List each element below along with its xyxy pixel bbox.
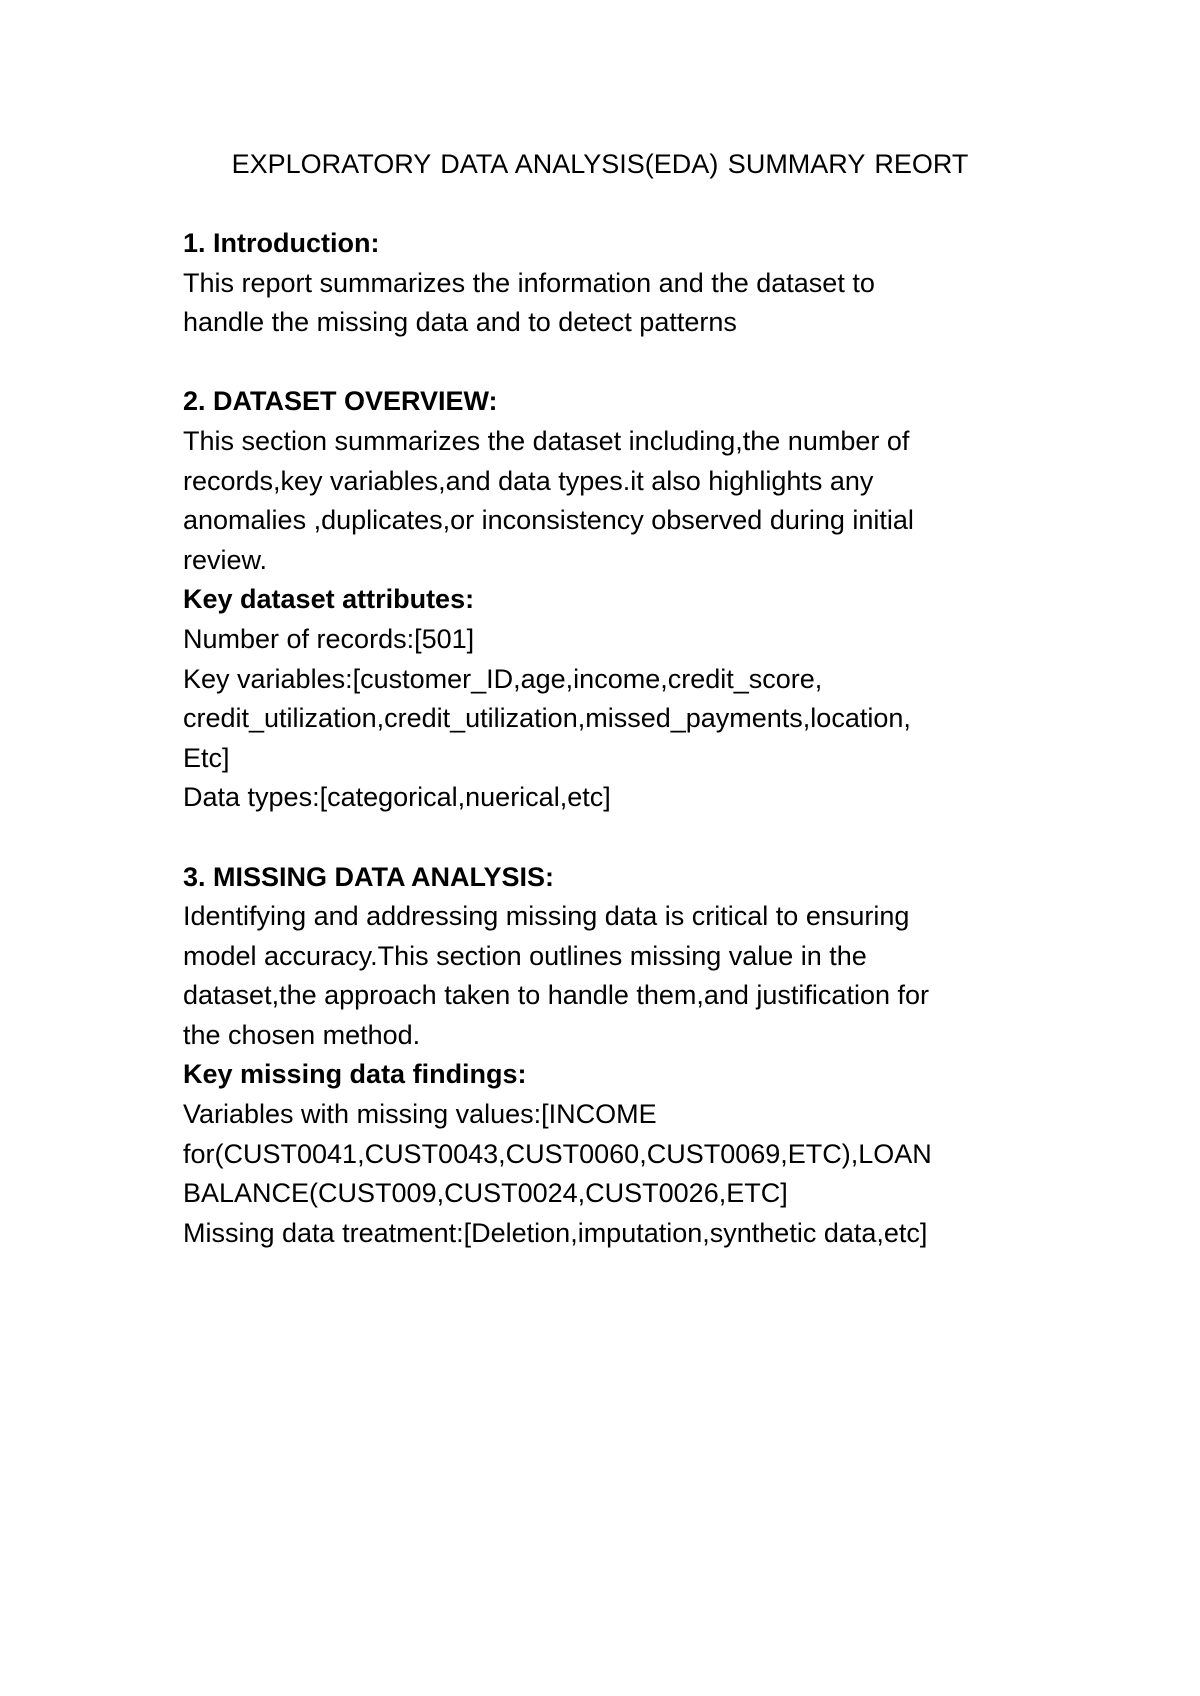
- page-title: EXPLORATORY DATA ANALYSIS(EDA) SUMMARY REORT: [231, 149, 969, 179]
- attribute-line: Data types:[categorical,nuerical,etc]: [183, 782, 611, 813]
- paragraph-line: the chosen method.: [183, 1019, 421, 1050]
- section-spacer: [183, 343, 1063, 383]
- attribute-line: Number of records:[501]: [183, 623, 475, 654]
- attribute-line: Etc]: [183, 742, 230, 773]
- finding-line: BALANCE(CUST009,CUST0024,CUST0026,ETC]: [183, 1178, 788, 1209]
- finding-line: Variables with missing values:[INCOME: [183, 1099, 657, 1130]
- section-spacer: [183, 818, 1063, 858]
- paragraph-line: This section summarizes the dataset including,the number of: [183, 425, 910, 456]
- paragraph-line: records,key variables,and data types.it also highlights any: [183, 465, 874, 496]
- paragraph-line: model accuracy.This section outlines missing value in the: [183, 940, 867, 971]
- attribute-line: credit_utilization,credit_utilization,missed_payments,location,: [183, 703, 911, 734]
- attribute-line: Key variables:[customer_ID,age,income,credit_score,: [183, 663, 823, 694]
- paragraph-line: Identifying and addressing missing data is critical to ensuring: [183, 901, 910, 932]
- section-heading-missing-data-analysis: 3. MISSING DATA ANALYSIS:: [183, 861, 555, 892]
- finding-line: for(CUST0041,CUST0043,CUST0060,CUST0069,ETC),LOAN: [183, 1138, 932, 1169]
- section-heading-dataset-overview: 2. DATASET OVERVIEW:: [183, 386, 498, 417]
- subheading-key-dataset-attributes: Key dataset attributes:: [183, 584, 475, 615]
- subheading-key-missing-data-findings: Key missing data findings:: [183, 1059, 527, 1090]
- paragraph-line: This report summarizes the information and the dataset to: [183, 267, 875, 298]
- document-body: [183, 224, 1063, 1253]
- section-heading-introduction: 1. Introduction:: [183, 228, 380, 258]
- paragraph-line: handle the missing data and to detect patterns: [183, 307, 737, 338]
- paragraph-line: review.: [183, 544, 268, 575]
- finding-line: Missing data treatment:[Deletion,imputation,synthetic data,etc]: [183, 1217, 928, 1248]
- paragraph-line: dataset,the approach taken to handle them,and justification for: [183, 980, 929, 1011]
- paragraph-line: anomalies ,duplicates,or inconsistency observed during initial: [183, 505, 914, 536]
